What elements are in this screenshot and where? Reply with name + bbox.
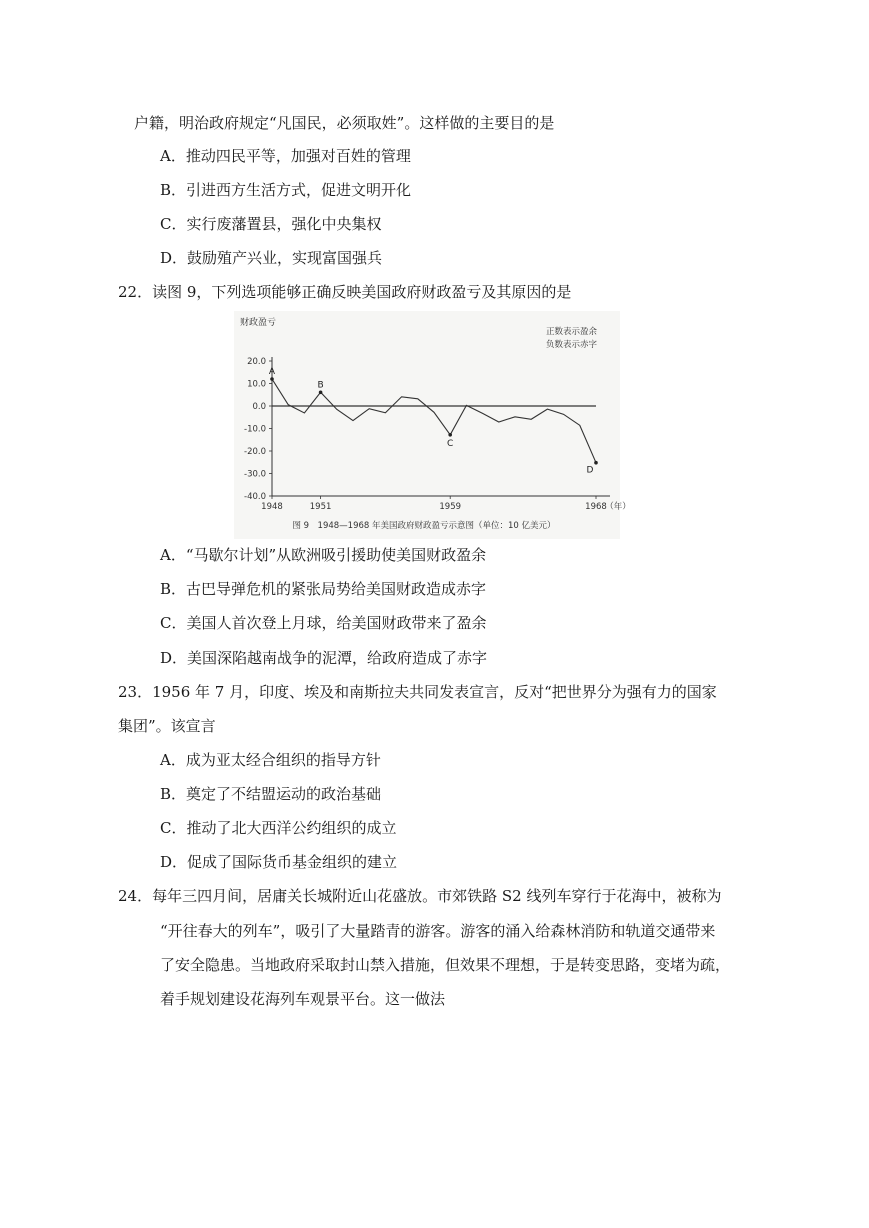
point-d <box>594 461 598 465</box>
y-tick-label: -20.0 <box>244 447 266 457</box>
chart-ylabel: 财政盈亏 <box>240 318 277 328</box>
figure-9 <box>234 311 631 539</box>
q24-stem-line3: 了安全隐患。当地政府采取封山禁入措施，但效果不理想，于是转变思路，变堵为疏， <box>160 956 731 974</box>
chart-axes <box>244 357 631 512</box>
q24-stem-line4: 着手规划建设花海列车观景平台。这一做法 <box>160 990 446 1008</box>
chart-note-deficit: 负数表示赤字 <box>546 340 598 350</box>
q24-stem-line1: 24．每年三四月间，居庸关长城附近山花盛放。市郊铁路 S2 线列车穿行于花海中，被称为 <box>118 887 722 905</box>
fiscal-chart <box>234 311 631 539</box>
point-label-b: B <box>317 380 324 391</box>
q23-stem-line1: 23．1956 年 7 月，印度、埃及和南斯拉夫共同发表宣言，反对“把世界分为强有力的国家 <box>118 683 717 701</box>
point-label-d: D <box>586 465 594 476</box>
q21-stem-cont: 户籍，明治政府规定“凡国民，必须取姓”。这样做的主要目的是 <box>134 114 555 132</box>
q23-option-d[interactable]: D．促成了国际货币基金组织的建立 <box>160 853 398 871</box>
q24-stem-line2: “开往春大的列车”，吸引了大量踏青的游客。游客的涌入给森林消防和轨道交通带来 <box>160 922 716 940</box>
q22-option-b[interactable]: B．古巴导弹危机的紧张局势给美国财政造成赤字 <box>160 580 487 598</box>
chart-xlabel: （年） <box>605 502 631 512</box>
x-tick-label: 1968 <box>585 502 607 512</box>
x-tick-label: 1951 <box>309 502 332 512</box>
q23-option-b[interactable]: B．奠定了不结盟运动的政治基础 <box>160 785 382 803</box>
y-tick-label: 20.0 <box>247 357 266 367</box>
y-tick-label: 10.0 <box>247 379 266 390</box>
chart-marks <box>269 367 598 476</box>
q21-option-a[interactable]: A．推动四民平等，加强对百姓的管理 <box>160 147 411 165</box>
point-c <box>448 433 452 437</box>
chart-note-surplus: 正数表示盈余 <box>546 327 598 337</box>
point-label-a: A <box>268 367 276 377</box>
q22-option-d[interactable]: D．美国深陷越南战争的泥潭，给政府造成了赤字 <box>160 649 488 667</box>
q21-option-b[interactable]: B．引进西方生活方式，促进文明开化 <box>160 181 412 199</box>
q23-option-a[interactable]: A．成为亚太经合组织的指导方针 <box>160 751 381 769</box>
point-label-c: C <box>447 438 454 449</box>
x-tick-label: 1948 <box>261 502 283 512</box>
y-tick-label: -40.0 <box>244 492 266 502</box>
q23-stem-line2: 集团”。该宣言 <box>118 717 216 735</box>
q22-stem: 22．读图 9，下列选项能够正确反映美国政府财政盈亏及其原因的是 <box>118 283 572 301</box>
q21-option-d[interactable]: D．鼓励殖产兴业，实现富国强兵 <box>160 249 383 267</box>
q22-option-c[interactable]: C．美国人首次登上月球，给美国财政带来了盈余 <box>160 614 487 632</box>
q21-option-c[interactable]: C．实行废藩置县，强化中央集权 <box>160 215 382 233</box>
q23-option-c[interactable]: C．推动了北大西洋公约组织的成立 <box>160 819 397 837</box>
chart-title: 图 9 1948—1968 年美国政府财政盈亏示意图（单位：10 亿美元） <box>292 521 556 531</box>
point-a <box>270 377 274 381</box>
y-tick-label: 0.0 <box>252 402 266 412</box>
x-tick-label: 1959 <box>439 502 462 512</box>
point-b <box>319 390 323 394</box>
y-tick-label: -10.0 <box>244 424 266 435</box>
q22-option-a[interactable]: A．“马歇尔计划”从欧洲吸引援助使美国财政盈余 <box>160 546 487 564</box>
y-tick-label: -30.0 <box>244 469 266 480</box>
